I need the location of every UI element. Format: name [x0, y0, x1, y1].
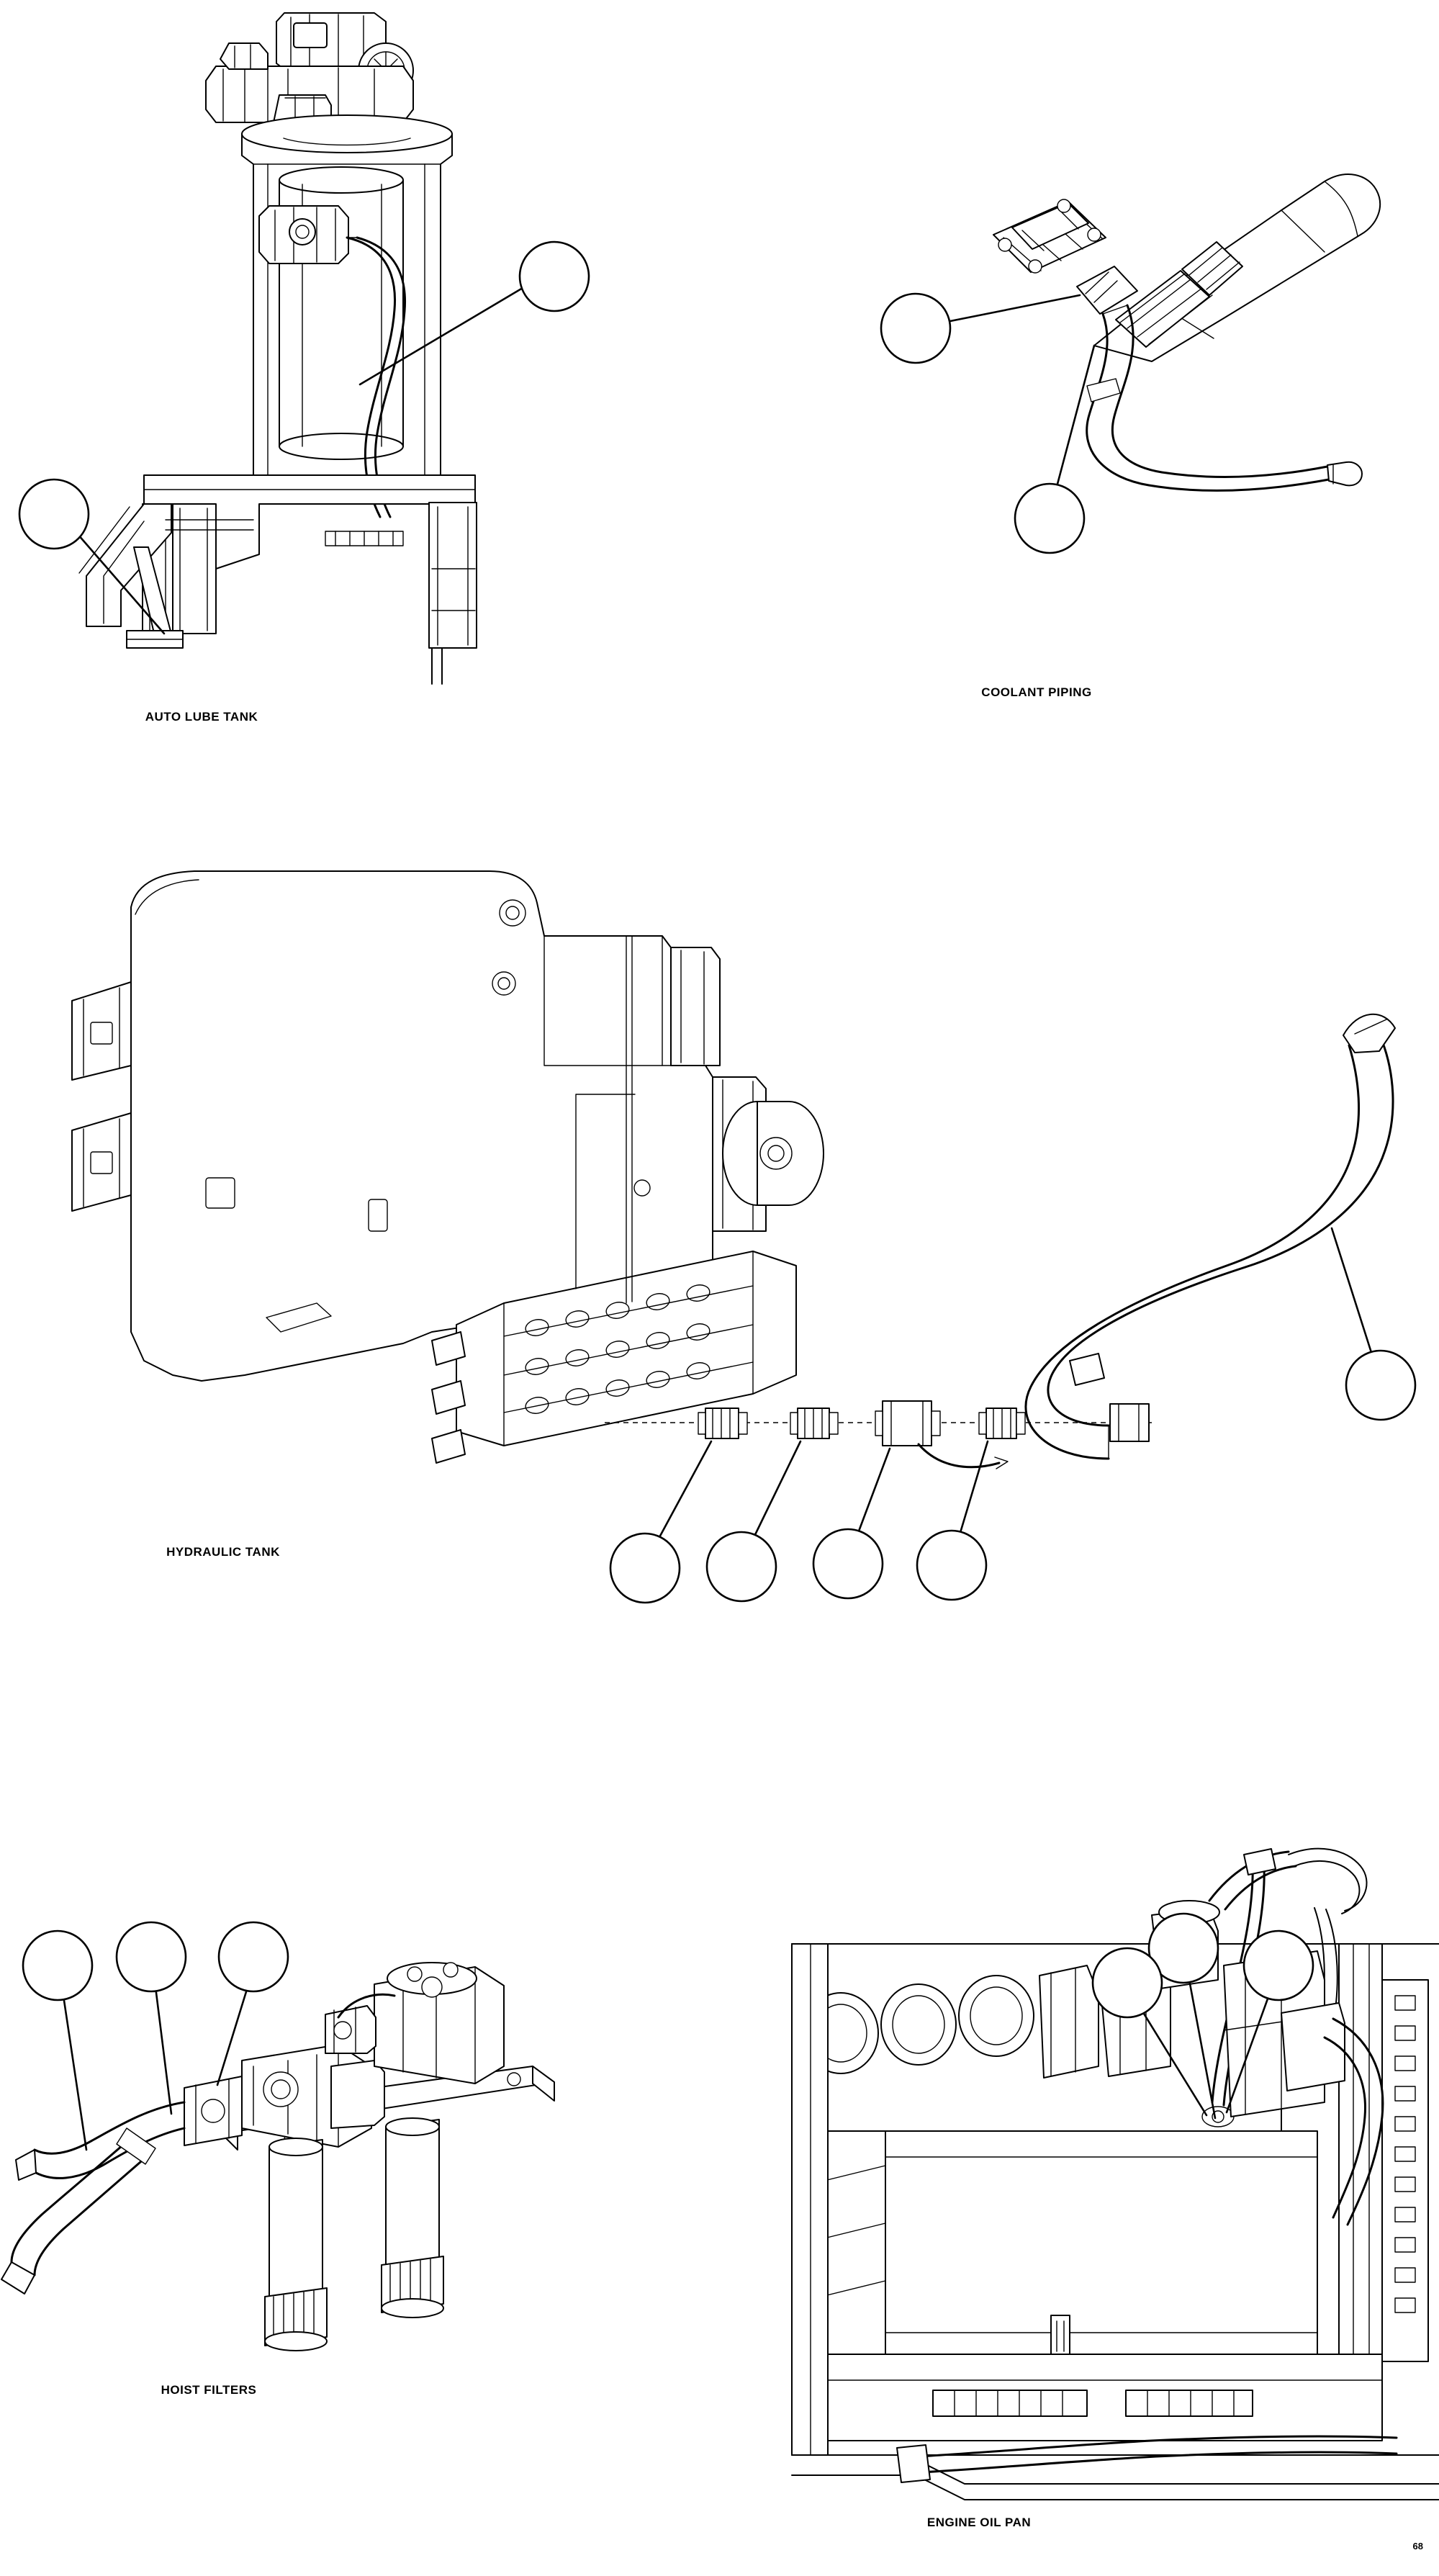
caption-hydraulic-tank: HYDRAULIC TANK [166, 1545, 280, 1559]
caption-hoist-filters: HOIST FILTERS [161, 2383, 257, 2397]
fitting-train [605, 1401, 1152, 1469]
balloon-callout[interactable] [881, 294, 950, 363]
balloon-callout[interactable] [23, 1931, 92, 2000]
figure-coolant-piping [777, 130, 1425, 691]
balloon-group-coolant-piping [881, 294, 1094, 553]
balloon-callout[interactable] [1015, 484, 1084, 553]
caption-engine-oil-pan: ENGINE OIL PAN [926, 2516, 1032, 2529]
hydraulic-hose [1026, 1014, 1395, 1459]
balloon-callout[interactable] [1346, 1351, 1415, 1420]
balloon-callout[interactable] [1244, 1931, 1313, 2000]
balloon-callout[interactable] [219, 1922, 288, 1991]
hoist-filters-drawing [1, 1963, 554, 2351]
page-number: 68 [1412, 2541, 1423, 2552]
balloon-callout[interactable] [19, 479, 89, 549]
caption-auto-lube-tank: AUTO LUBE TANK [145, 710, 258, 724]
balloon-callout[interactable] [610, 1534, 680, 1603]
caption-coolant-piping: COOLANT PIPING [981, 685, 1092, 699]
balloon-callout[interactable] [813, 1529, 883, 1598]
coolant-piping-drawing [993, 174, 1380, 490]
balloon-callout[interactable] [1093, 1948, 1162, 2017]
balloon-callout[interactable] [117, 1922, 186, 1991]
balloon-callout[interactable] [917, 1531, 986, 1600]
auto-lube-tank-drawing [79, 13, 477, 684]
hydraulic-tank-drawing [72, 871, 824, 1463]
balloon-callout[interactable] [707, 1532, 776, 1601]
figure-hoist-filters [0, 1728, 633, 2448]
figure-hydraulic-tank [29, 828, 1425, 1591]
engine-oil-pan-drawing [792, 1849, 1439, 2500]
figure-engine-oil-pan [749, 1728, 1439, 2513]
balloon-callout[interactable] [520, 242, 589, 311]
figure-auto-lube-tank [0, 0, 648, 691]
